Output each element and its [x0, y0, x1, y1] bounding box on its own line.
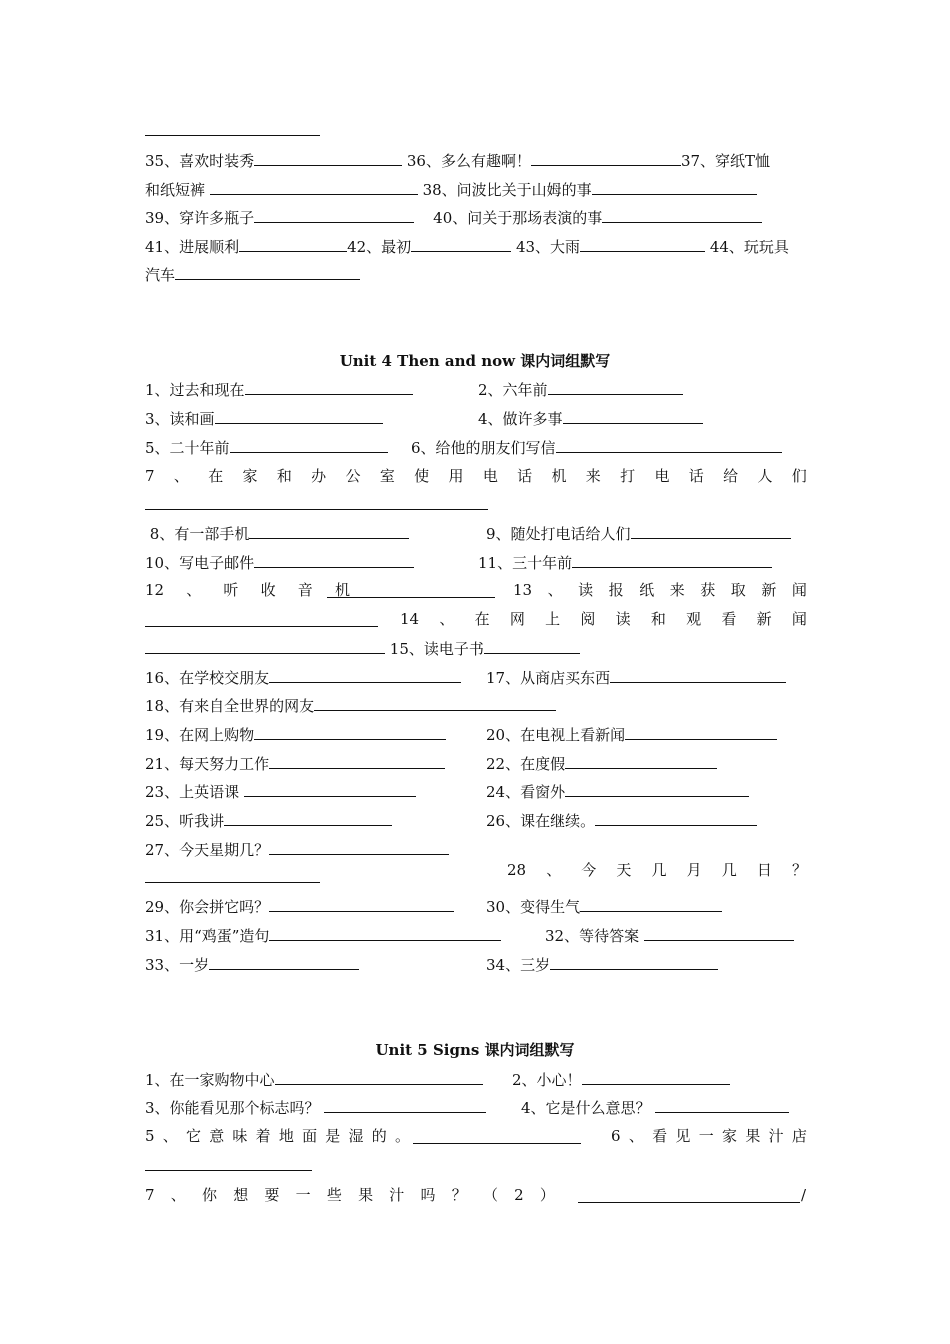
item-28-char: ？: [791, 861, 807, 879]
item-14-char: 14: [400, 610, 420, 628]
answer-blank[interactable]: [578, 1187, 800, 1203]
item-13-char: 获: [700, 581, 716, 599]
item-row: [145, 1069, 807, 1090]
item-12-char: 机: [334, 581, 350, 599]
item-5-char: 。: [394, 1127, 410, 1145]
item-7-char: 汁: [389, 1186, 405, 1204]
answer-blank[interactable]: [254, 552, 414, 568]
answer-blank[interactable]: [592, 179, 757, 195]
item-7-char: 电: [654, 467, 670, 485]
item-7-char: 公: [345, 467, 361, 485]
item-7-char: 、: [173, 467, 189, 485]
answer-blank[interactable]: [239, 236, 347, 252]
item-27: 27、今天星期几？: [145, 841, 270, 859]
answer-blank[interactable]: [548, 379, 683, 395]
item-5-char: 意: [209, 1127, 225, 1145]
item-28-char: 今: [581, 861, 597, 879]
item-36: 36、多么有趣啊！: [406, 152, 531, 170]
item-row: [145, 810, 807, 831]
item-13-char: 13: [513, 581, 533, 599]
item-18: 18、有来自全世界的网友: [145, 697, 315, 715]
item-41: 41、进展顺利: [145, 238, 240, 256]
item-7-char: 7: [145, 467, 155, 485]
item-22: 22、在度假: [486, 755, 566, 773]
item-row: [145, 236, 807, 257]
item-17: 17、从商店买东西: [486, 669, 611, 687]
item-2: 2、六年前: [478, 381, 548, 399]
answer-blank[interactable]: [254, 150, 402, 166]
item-7-row: [145, 466, 807, 486]
blank-line: [145, 120, 807, 141]
answer-blank[interactable]: [644, 925, 794, 941]
answer-blank[interactable]: [230, 437, 388, 453]
item-7-char: 些: [326, 1186, 342, 1204]
answer-blank[interactable]: [413, 1128, 581, 1144]
item-37: 37、穿纸T恤: [680, 152, 771, 170]
item-row: [145, 695, 807, 716]
item-14-char: 在: [474, 610, 490, 628]
item-20: 20、在电视上看新闻: [486, 726, 626, 744]
blank-line: [145, 494, 807, 515]
item-14-char: 看: [721, 610, 737, 628]
item-19: 19、在网上购物: [145, 726, 255, 744]
item-21: 21、每天努力工作: [145, 755, 270, 773]
item-12-char: 12: [145, 581, 165, 599]
answer-blank[interactable]: [572, 552, 772, 568]
answer-blank[interactable]: [249, 523, 409, 539]
answer-blank[interactable]: [215, 408, 383, 424]
item-6-char: 、: [628, 1127, 644, 1145]
item-3: 3、读和画: [145, 410, 215, 428]
answer-blank[interactable]: [556, 437, 782, 453]
answer-blank[interactable]: [269, 753, 445, 769]
answer-blank[interactable]: [580, 896, 722, 912]
item-32: 32、等待答案: [545, 927, 640, 945]
item-7-char: 7: [145, 1186, 155, 1204]
item-42: 42、最初: [347, 238, 412, 256]
item-14-char: 和: [650, 610, 666, 628]
item-5-char: 味: [232, 1127, 248, 1145]
item-13-char: 闻: [791, 581, 807, 599]
item-5-char: 的: [371, 1127, 387, 1145]
item-row: [145, 667, 807, 688]
item-7-char: （: [482, 1186, 498, 1204]
item-7-char: 一: [295, 1186, 311, 1204]
answer-blank[interactable]: [563, 408, 703, 424]
item-13-char: 来: [669, 581, 685, 599]
item-16: 16、在学校交朋友: [145, 669, 270, 687]
item-7-char: 果: [358, 1186, 374, 1204]
item-7-char: 给: [723, 467, 739, 485]
item-12-char: 音: [297, 581, 313, 599]
item-7-char: 用: [448, 467, 464, 485]
item-25: 25、听我讲: [145, 812, 225, 830]
item-6: [611, 1126, 807, 1146]
item-7-char: 要: [264, 1186, 280, 1204]
item-15: 15、读电子书: [389, 640, 484, 658]
item-40: 40、问关于那场表演的事: [433, 209, 603, 227]
item-row: [145, 207, 807, 228]
item-5-char: 着: [255, 1127, 271, 1145]
item-14-char: 网: [509, 610, 525, 628]
item-28-char: 28: [507, 861, 527, 879]
item-7-char: ？: [451, 1186, 467, 1204]
item-6-char: 果: [745, 1127, 761, 1145]
item-7-char: 人: [757, 467, 773, 485]
answer-blank[interactable]: [631, 523, 791, 539]
item-row: [145, 150, 807, 171]
answer-blank[interactable]: [327, 582, 495, 598]
item-7-char: 来: [585, 467, 601, 485]
item-row: [145, 264, 807, 285]
answer-blank[interactable]: [269, 925, 501, 941]
item-31: 31、用“鸡蛋”造句: [145, 927, 270, 945]
item-24: 24、看窗外: [486, 783, 566, 801]
item-11: 11、三十年前: [478, 554, 573, 572]
item-14-char: 、: [439, 610, 455, 628]
answer-blank[interactable]: [582, 1069, 730, 1085]
item-1: 1、在一家购物中心: [145, 1071, 275, 1089]
answer-blank[interactable]: [269, 839, 449, 855]
item-43: 43、大雨: [515, 238, 581, 256]
item-7-char: 打: [620, 467, 636, 485]
item-5-char: 地: [278, 1127, 294, 1145]
item-6-char: 家: [722, 1127, 738, 1145]
slash: /: [801, 1186, 807, 1204]
item-14-char: 观: [686, 610, 702, 628]
item-3: 3、你能看见那个标志吗？: [145, 1099, 320, 1117]
answer-blank[interactable]: [550, 954, 718, 970]
answer-blank[interactable]: [565, 753, 717, 769]
answer-blank[interactable]: [145, 611, 378, 627]
item-13-char: 、: [547, 581, 563, 599]
item-row: [145, 781, 807, 802]
answer-blank[interactable]: [145, 494, 488, 510]
item-8: 8、有一部手机: [149, 525, 250, 543]
answer-blank[interactable]: [145, 867, 320, 883]
item-14-char: 阅: [580, 610, 596, 628]
item-7-char: 家: [242, 467, 258, 485]
item-6-char: 看: [652, 1127, 668, 1145]
item-5-char: 它: [185, 1127, 201, 1145]
item-12-char: 、: [186, 581, 202, 599]
item-30: 30、变得生气: [486, 898, 581, 916]
item-7-char: 吗: [420, 1186, 436, 1204]
item-7-char: 和: [276, 467, 292, 485]
item-12-char: 收: [260, 581, 276, 599]
item-5-char: 是: [325, 1127, 341, 1145]
item-13-char: 报: [608, 581, 624, 599]
item-7: [145, 1185, 555, 1205]
item-9: 9、随处打电话给人们: [486, 525, 631, 543]
item-14-char: 闻: [791, 610, 807, 628]
answer-blank[interactable]: [275, 1069, 483, 1085]
blank-line: [145, 867, 807, 888]
unit4-title: Unit 4 Then and now 课内词组默写: [339, 352, 611, 370]
item-37-cont: 和纸短裤: [145, 181, 206, 199]
answer-blank[interactable]: [602, 207, 762, 223]
item-5-char: 、: [162, 1127, 178, 1145]
item-5: [145, 1126, 410, 1146]
item-row: [145, 724, 807, 745]
answer-blank[interactable]: [655, 1097, 789, 1113]
item-7-char: 、: [170, 1186, 186, 1204]
answer-blank[interactable]: [175, 264, 360, 280]
item-26: 26、课在继续。: [486, 812, 596, 830]
item-6-char: 店: [791, 1127, 807, 1145]
item-7-char: 你: [201, 1186, 217, 1204]
answer-blank[interactable]: [625, 724, 777, 740]
item-7-char: ）: [539, 1186, 555, 1204]
item-28-char: 几: [721, 861, 737, 879]
item-33: 33、一岁: [145, 956, 210, 974]
item-35: 35、喜欢时装秀: [145, 152, 255, 170]
item-4: 4、它是什么意思？: [521, 1099, 651, 1117]
item-28-char: 、: [546, 861, 562, 879]
item-39: 39、穿许多瓶子: [145, 209, 255, 227]
item-29: 29、你会拼它吗？: [145, 898, 270, 916]
answer-blank[interactable]: [209, 954, 359, 970]
item-13-char: 新: [761, 581, 777, 599]
item-7-char: 室: [379, 467, 395, 485]
item-38: 38、问波比关于山姆的事: [422, 181, 592, 199]
item-4: 4、做许多事: [478, 410, 563, 428]
item-13-char: 取: [730, 581, 746, 599]
answer-blank[interactable]: [254, 207, 414, 223]
item-row: [145, 925, 807, 946]
item-28-char: 几: [651, 861, 667, 879]
answer-blank[interactable]: [210, 179, 418, 195]
item-12: [145, 580, 350, 600]
item-6-char: 见: [675, 1127, 691, 1145]
blank-line: [145, 1155, 807, 1176]
answer-blank[interactable]: [484, 638, 580, 654]
item-6-char: 6: [611, 1127, 621, 1145]
answer-blank[interactable]: [269, 896, 454, 912]
item-5-char: 面: [302, 1127, 318, 1145]
answer-blank[interactable]: [411, 236, 511, 252]
unit5-title: Unit 5 Signs 课内词组默写: [375, 1041, 575, 1059]
item-row: [145, 638, 807, 659]
answer-blank[interactable]: [324, 1097, 486, 1113]
item-13: [513, 580, 807, 600]
answer-blank[interactable]: [610, 667, 786, 683]
answer-blank[interactable]: [244, 781, 416, 797]
item-7-char: 在: [208, 467, 224, 485]
item-7-char: 办: [311, 467, 327, 485]
item-10: 10、写电子邮件: [145, 554, 255, 572]
answer-blank[interactable]: [245, 379, 413, 395]
item-7-char: 机: [551, 467, 567, 485]
item-7-char: 2: [514, 1186, 524, 1204]
item-row: [145, 437, 807, 458]
item-row: [145, 408, 807, 429]
item-44: 44、玩玩具: [709, 238, 789, 256]
item-row: [145, 179, 807, 200]
item-6: 6、给他的朋友们写信: [411, 439, 556, 457]
item-7-char: 话: [517, 467, 533, 485]
item-row: [145, 753, 807, 774]
answer-blank[interactable]: [565, 781, 749, 797]
item-14-char: 上: [545, 610, 561, 628]
item-5-char: 湿: [348, 1127, 364, 1145]
item-row: [145, 896, 807, 917]
answer-blank[interactable]: [580, 236, 705, 252]
item-row: [145, 954, 807, 975]
answer-blank[interactable]: [595, 810, 757, 826]
item-23: 23、上英语课: [145, 783, 240, 801]
item-13-char: 纸: [639, 581, 655, 599]
answer-blank[interactable]: [145, 638, 385, 654]
answer-blank[interactable]: [254, 724, 446, 740]
item-5: 5、二十年前: [145, 439, 230, 457]
item-6-char: 汁: [768, 1127, 784, 1145]
answer-blank[interactable]: [531, 150, 681, 166]
item-7-char: 话: [688, 467, 704, 485]
item-1: 1、过去和现在: [145, 381, 245, 399]
item-28-char: 天: [616, 861, 632, 879]
item-7-char: 电: [482, 467, 498, 485]
item-12-char: 听: [223, 581, 239, 599]
answer-blank[interactable]: [145, 1155, 312, 1171]
item-28-char: 日: [756, 861, 772, 879]
item-6-char: 一: [698, 1127, 714, 1145]
item-row: [145, 379, 807, 400]
item-44-cont: 汽车: [145, 266, 176, 284]
item-7-char: 使: [414, 467, 430, 485]
item-34: 34、三岁: [486, 956, 551, 974]
item-row: [145, 552, 807, 573]
item-row: [145, 523, 807, 544]
item-7-char: 们: [791, 467, 807, 485]
item-row: [145, 1097, 807, 1118]
item-14: [400, 609, 807, 629]
answer-blank[interactable]: [224, 810, 392, 826]
item-14-char: 读: [615, 610, 631, 628]
answer-blank[interactable]: [269, 667, 461, 683]
item-2: 2、小心！: [512, 1071, 582, 1089]
item-7-char: 想: [233, 1186, 249, 1204]
item-14-char: 新: [756, 610, 772, 628]
item-13-char: 读: [578, 581, 594, 599]
item-row: [145, 839, 807, 879]
answer-blank[interactable]: [314, 695, 556, 711]
item-5-char: 5: [145, 1127, 155, 1145]
item-28-char: 月: [686, 861, 702, 879]
